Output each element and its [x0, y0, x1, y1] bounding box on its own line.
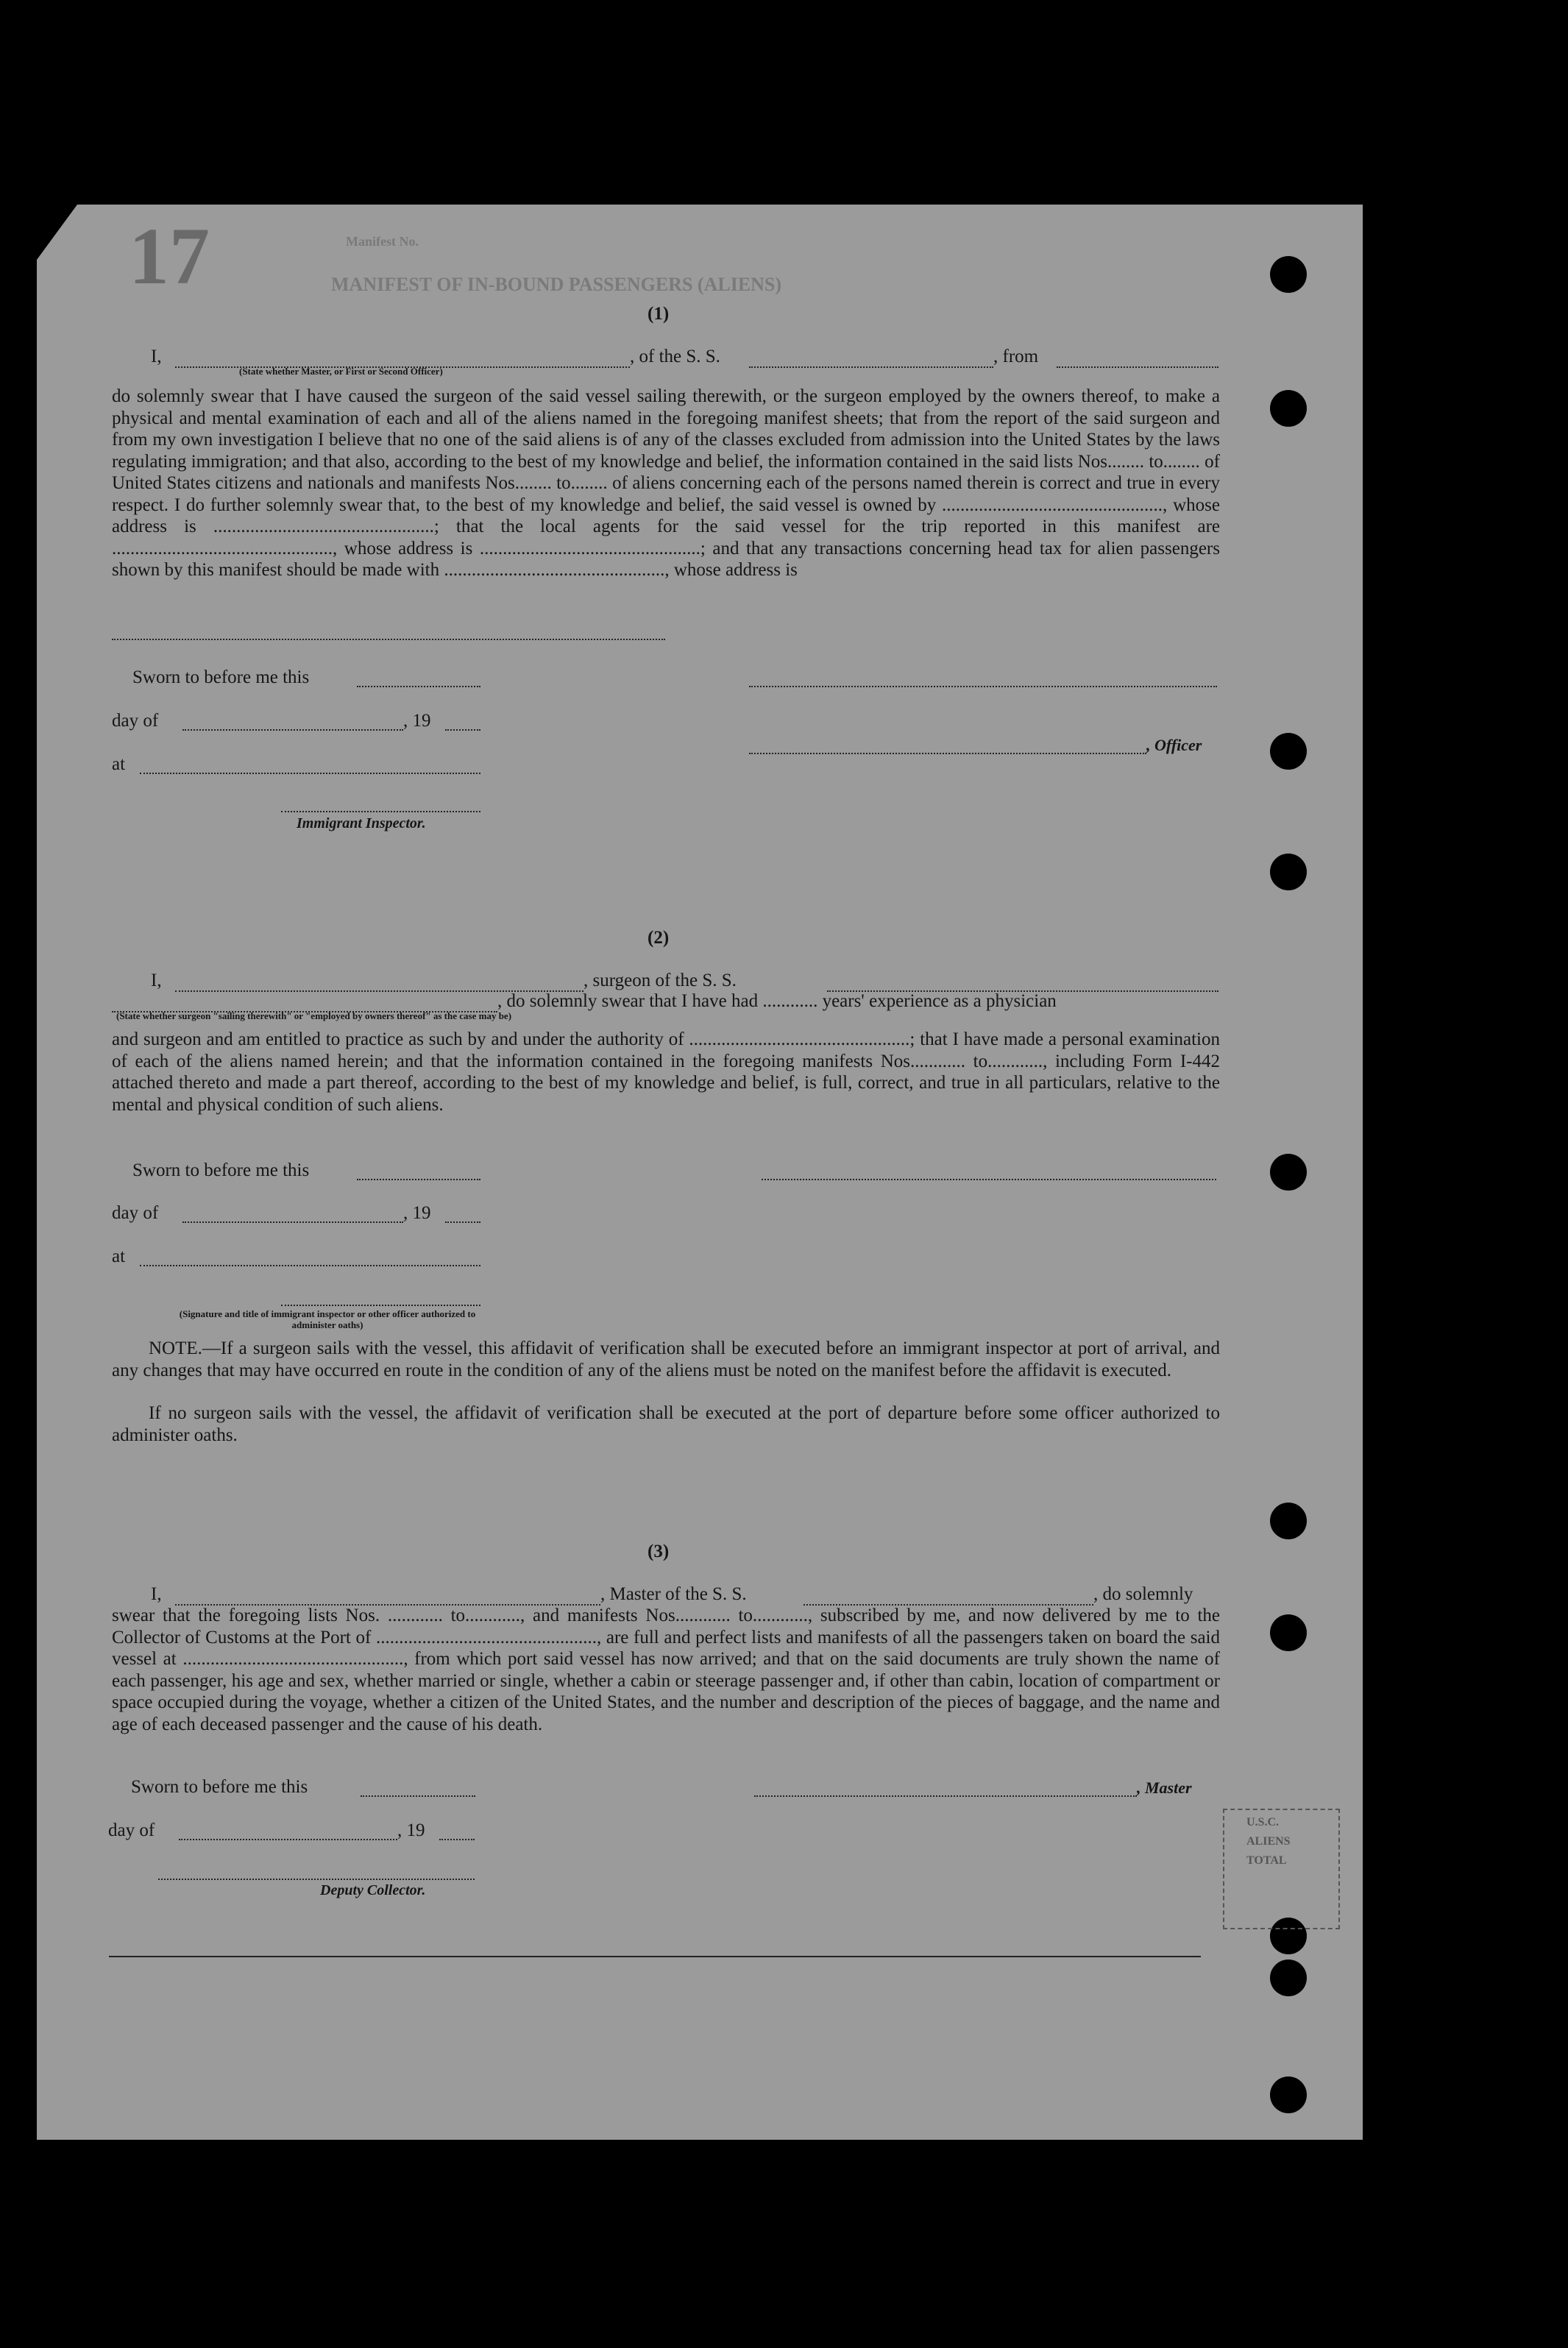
inspector-signature-line: [281, 811, 480, 812]
punch-hole: [1270, 1959, 1307, 1996]
section-2-line2: , do solemnly swear that I have had ............ years' experience as a physician: [497, 991, 1057, 1011]
section-1-blank-line: [112, 639, 665, 640]
section-2-signature-line: [281, 1305, 480, 1306]
section-1-sworn: Sworn to before me this: [132, 667, 310, 687]
master-signature-field[interactable]: [754, 1776, 1137, 1797]
section-3-master-label: , Master of the S. S.: [600, 1584, 747, 1604]
stamp-line-1: U.S.C.: [1246, 1816, 1280, 1829]
section-3-swear-label: , do solemnly: [1093, 1584, 1193, 1604]
section-3-i: I,: [151, 1584, 162, 1604]
section-3-year-field[interactable]: [439, 1820, 475, 1840]
section-1-year-field[interactable]: [445, 710, 480, 731]
collector-signature-line: [158, 1879, 475, 1880]
section-3-day-field[interactable]: [179, 1820, 397, 1840]
section-3-sworn: Sworn to before me this: [131, 1777, 308, 1797]
note-paragraph-2: If no surgeon sails with the vessel, the affidavit of verification shall be executed at the port of departure before some officer authorized to administer oaths.: [112, 1403, 1220, 1445]
note-paragraph-1: NOTE.—If a surgeon sails with the vessel, this affidavit of verification shall be executed before an immigrant inspector at port of arrival, and any changes that may have occurred en route in the condition of any of the aliens must be noted on the manifest before the affidavit is executed.: [112, 1338, 1220, 1380]
punch-hole: [1270, 2076, 1307, 2113]
punch-hole: [1270, 1503, 1307, 1539]
torn-corner: [37, 205, 77, 260]
stamp-line-3: TOTAL: [1246, 1854, 1287, 1867]
section-1-caption: (State whether Master, or First or Second Officer): [239, 366, 443, 377]
officer-label: , Officer: [1146, 736, 1202, 754]
officer-rank-field[interactable]: [175, 346, 630, 368]
ghost-title: MANIFEST OF IN-BOUND PASSENGERS (ALIENS): [331, 274, 782, 295]
section-1-at: at: [112, 754, 126, 774]
section-2-at: at: [112, 1246, 126, 1266]
section-2-day-field[interactable]: [182, 1202, 403, 1223]
section-1-year: , 19: [403, 711, 431, 731]
ship-name-field[interactable]: [749, 346, 993, 368]
punch-hole: [1270, 390, 1307, 427]
ghost-manifest-no: Manifest No.: [346, 234, 419, 249]
section-3-body: swear that the foregoing lists Nos. ............ to............, and manifests Nos............ to............, subscribed by me, and now delivered by me to the Collector of Customs at the Port of ................................................, are full and perfect lists and manifests of all the passengers taken on board the said vessel at ................................................, from which port said vessel has now arrived; and that on the said documents are truly shown the name of each passenger, his age and sex, whether married or single, whether a cabin or steerage passenger and, if other than cabin, location of compartment or space occupied during the voyage, whether a citizen of the United States, and the number and description of the pieces of baggage, and the name and age of each deceased passenger and the cause of his death.: [112, 1606, 1220, 1734]
punch-hole: [1270, 1154, 1307, 1191]
section-1-number: (1): [648, 304, 670, 324]
section-2-signature-caption: (Signature and title of immigrant inspector or other officer authorized to administer oaths): [179, 1308, 476, 1330]
section-3-day-of: day of: [108, 1820, 155, 1840]
section-1-ss-label: , of the S. S.: [630, 347, 720, 366]
section-3-ship-field[interactable]: [803, 1583, 1093, 1606]
section-2-day-of: day of: [112, 1203, 159, 1223]
bottom-rule: [109, 1956, 1201, 1957]
surgeon-status-field[interactable]: [112, 990, 497, 1012]
section-1-at-field[interactable]: [140, 753, 480, 774]
section-2-sworn-field[interactable]: [357, 1160, 480, 1180]
section-2-year: , 19: [403, 1203, 431, 1223]
tally-stamp: [1223, 1809, 1340, 1929]
punch-hole: [1270, 256, 1307, 293]
punch-hole: [1270, 854, 1307, 890]
section-1-body: do solemnly swear that I have caused the surgeon of the said vessel sailing therewith, or the surgeon employed by the owners thereof, to make a physical and mental examination of each and all of the aliens named in the foregoing manifest sheets; that from the report of the said surgeon and from my own investigation I believe that no one of the said aliens is of any of the classes excluded from admission into the United States by the laws regulating immigration; and that also, according to the best of my knowledge and belief, the information contained in the said lists Nos........ to........ of United States citizens and nationals and manifests Nos........ to........ of aliens concerning each of the persons named therein is correct and true in every respect. I do further solemnly swear that, to the best of my knowledge and belief, the said vessel is owned by ................................................, whose address is ................................................; that the local agents for the said vessel for the trip reported in this manifest are ................................................, whose address is ................................................; and that any transactions concerning head tax for alien passengers shown by this manifest should be made with ................................................, whose address is: [112, 386, 1220, 580]
punch-hole: [1270, 733, 1307, 770]
section-2-sworn: Sworn to before me this: [132, 1160, 310, 1180]
section-1-sworn-field[interactable]: [357, 667, 480, 687]
section-2-body: and surgeon and am entitled to practice as such by and under the authority of ................................................; that I have made a personal examination of each of the aliens named herein; and that the information contained in the foregoing manifests Nos............ to............, including Form I-442 attached thereto and made a part thereof, according to the best of my knowledge and belief, is full, correct, and true in all particulars, relative to the mental and physical condition of such aliens.: [112, 1029, 1220, 1115]
deputy-collector-label: Deputy Collector.: [320, 1882, 426, 1898]
section-1-from-label: , from: [993, 347, 1039, 366]
master-label: , Master: [1137, 1778, 1192, 1797]
section-2-number: (2): [648, 928, 670, 948]
section-2-at-field[interactable]: [140, 1246, 480, 1266]
surgeon-name-field[interactable]: [175, 970, 583, 992]
section-3-number: (3): [648, 1542, 670, 1561]
surgeon-signature-field[interactable]: [762, 1160, 1216, 1180]
section-1-day-of: day of: [112, 711, 159, 731]
section-2-caption: (State whether surgeon "sailing therewith" or "employed by owners thereof" as the case may be): [116, 1010, 512, 1021]
section-2-year-field[interactable]: [445, 1202, 480, 1223]
section-1-i: I,: [151, 347, 162, 366]
section-1-day-field[interactable]: [182, 710, 403, 731]
section-3-sworn-field[interactable]: [361, 1776, 475, 1797]
ghost-number: 17: [129, 211, 210, 301]
officer-signature-field[interactable]: [749, 734, 1146, 754]
section-1-signature-line[interactable]: [749, 667, 1217, 687]
section-2-i: I,: [151, 971, 162, 990]
punch-hole: [1270, 1614, 1307, 1651]
section-3-year: , 19: [397, 1820, 425, 1840]
section-2-ship-field[interactable]: [827, 970, 1218, 992]
stamp-line-2: ALIENS: [1246, 1835, 1291, 1848]
immigrant-inspector-label: Immigrant Inspector.: [297, 815, 426, 831]
master-name-field[interactable]: [175, 1583, 600, 1606]
section-2-surgeon-label: , surgeon of the S. S.: [583, 971, 737, 990]
departure-port-field[interactable]: [1057, 346, 1218, 368]
